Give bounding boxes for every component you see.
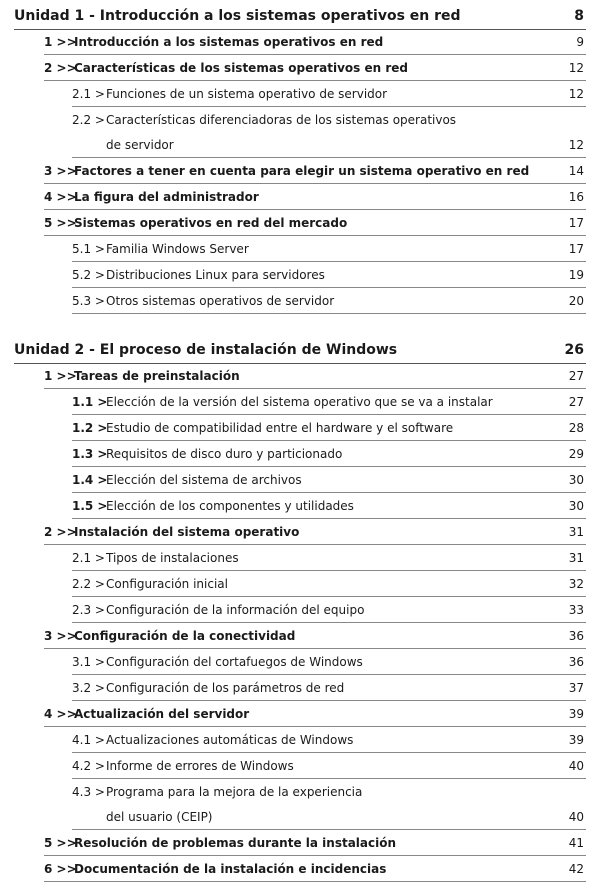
entry-number: 3.2 >: [72, 681, 105, 695]
entry-number: 5.1 >: [72, 242, 105, 256]
entry-title: Instalación del sistema operativo: [74, 525, 300, 539]
entry-number: 3 >>: [44, 164, 77, 178]
entry-title: Características diferenciadoras de los sistemas operativos: [106, 113, 457, 127]
entry-title: Sistemas operativos en red del mercado: [74, 216, 348, 230]
entry-page: 39: [568, 707, 584, 721]
entry-page: 39: [568, 733, 584, 747]
entry-number: 5.3 >: [72, 294, 105, 308]
unit-2-heading: [0, 340, 600, 362]
toc-entry: [0, 678, 600, 700]
entry-title: Configuración de la conectividad: [74, 629, 296, 643]
entry-page: 12: [568, 138, 584, 152]
entry-title: Tareas de preinstalación: [74, 369, 240, 383]
entry-number: 2 >>: [44, 525, 77, 539]
entry-page: 28: [568, 421, 584, 435]
entry-page: 37: [568, 681, 584, 695]
toc-entry: [0, 418, 600, 440]
toc-entry: [0, 859, 600, 881]
entry-title: Programa para la mejora de la experiencia: [106, 785, 363, 799]
entry-page: 27: [568, 369, 584, 383]
entry-title-continued: de servidor: [106, 138, 174, 152]
entry-page: 12: [568, 87, 584, 101]
entry-number: 5 >>: [44, 216, 77, 230]
entry-page: 41: [568, 836, 584, 850]
toc-entry: [0, 574, 600, 596]
toc-entry: [0, 84, 600, 106]
entry-title: Requisitos de disco duro y particionado: [106, 447, 343, 461]
unit-1-heading: [0, 6, 600, 28]
entry-title: Configuración inicial: [106, 577, 228, 591]
entry-number: 1 >>: [44, 369, 77, 383]
entry-title: Actualización del servidor: [74, 707, 250, 721]
entry-title: Elección de los componentes y utilidades: [106, 499, 354, 513]
toc-entry: [0, 833, 600, 855]
entry-title: Distribuciones Linux para servidores: [106, 268, 325, 282]
entry-title: Introducción a los sistemas operativos en red: [74, 35, 384, 49]
entry-number: 2.1 >: [72, 87, 105, 101]
toc-entry: [0, 704, 600, 726]
entry-page: 9: [576, 35, 584, 49]
toc-entry: [0, 366, 600, 388]
entry-page: 29: [568, 447, 584, 461]
entry-title: Elección del sistema de archivos: [106, 473, 302, 487]
toc-entry: [0, 782, 600, 830]
entry-title-continued: del usuario (CEIP): [106, 810, 213, 824]
entry-title: Elección de la versión del sistema operativo que se va a instalar: [106, 395, 493, 409]
entry-number: 1.3 >: [72, 447, 108, 461]
entry-title: Configuración de los parámetros de red: [106, 681, 345, 695]
entry-page: 12: [568, 61, 584, 75]
entry-number: 4 >>: [44, 707, 77, 721]
entry-page: 30: [568, 499, 584, 513]
entry-title: Configuración del cortafuegos de Windows: [106, 655, 363, 669]
entry-number: 1.2 >: [72, 421, 108, 435]
toc-entry: [0, 756, 600, 778]
toc-entry: [0, 548, 600, 570]
entry-page: 20: [568, 294, 584, 308]
entry-page: 19: [568, 268, 584, 282]
entry-title: Características de los sistemas operativos en red: [74, 61, 408, 75]
entry-title: Funciones de un sistema operativo de servidor: [106, 87, 388, 101]
unit-1-page: 8: [574, 8, 584, 24]
toc-entry: [0, 392, 600, 414]
entry-number: 4.2 >: [72, 759, 105, 773]
toc-entry: [0, 730, 600, 752]
entry-title: Factores a tener en cuenta para elegir un sistema operativo en red: [74, 164, 530, 178]
entry-number: 1.1 >: [72, 395, 108, 409]
entry-page: 42: [568, 862, 584, 876]
entry-page: 16: [568, 190, 584, 204]
entry-number: 2.1 >: [72, 551, 105, 565]
unit-2-title: Unidad 2 - El proceso de instalación de Windows: [14, 342, 398, 358]
toc-entry: [0, 32, 600, 54]
entry-title: Documentación de la instalación e incidencias: [74, 862, 387, 876]
entry-page: 31: [568, 551, 584, 565]
entry-number: 4 >>: [44, 190, 77, 204]
toc-entry: [0, 444, 600, 466]
entry-number: 1.5 >: [72, 499, 108, 513]
entry-number: 4.3 >: [72, 785, 105, 799]
entry-number: 5.2 >: [72, 268, 105, 282]
toc-entry: [0, 187, 600, 209]
entry-title: La figura del administrador: [74, 190, 259, 204]
entry-page: 40: [568, 759, 584, 773]
entry-number: 2.2 >: [72, 113, 105, 127]
entry-page: 36: [568, 655, 584, 669]
toc-entry: [0, 265, 600, 287]
entry-number: 2 >>: [44, 61, 77, 75]
entry-number: 6 >>: [44, 862, 77, 876]
entry-title: Resolución de problemas durante la instalación: [74, 836, 397, 850]
entry-title: Informe de errores de Windows: [106, 759, 294, 773]
entry-title: Tipos de instalaciones: [106, 551, 239, 565]
entry-number: 4.1 >: [72, 733, 105, 747]
entry-page: 40: [568, 810, 584, 824]
entry-title: Configuración de la información del equipo: [106, 603, 365, 617]
toc-entry: [0, 58, 600, 80]
entry-page: 32: [568, 577, 584, 591]
entry-page: 33: [568, 603, 584, 617]
toc-entry: [0, 600, 600, 622]
entry-title: Estudio de compatibilidad entre el hardware y el software: [106, 421, 454, 435]
entry-number: 5 >>: [44, 836, 77, 850]
unit-1-title: Unidad 1 - Introducción a los sistemas operativos en red: [14, 8, 461, 24]
entry-number: 1.4 >: [72, 473, 108, 487]
entry-number: 2.2 >: [72, 577, 105, 591]
entry-page: 17: [568, 242, 584, 256]
unit-2-page: 26: [564, 342, 584, 358]
entry-page: 14: [568, 164, 584, 178]
entry-page: 36: [568, 629, 584, 643]
toc-entry: [0, 161, 600, 183]
toc-entry: [0, 652, 600, 674]
toc-entry: [0, 496, 600, 518]
entry-title: Familia Windows Server: [106, 242, 249, 256]
entry-number: 1 >>: [44, 35, 77, 49]
entry-number: 2.3 >: [72, 603, 105, 617]
entry-title: Otros sistemas operativos de servidor: [106, 294, 335, 308]
entry-page: 27: [568, 395, 584, 409]
toc-entry: [0, 291, 600, 313]
toc-entry: [0, 213, 600, 235]
toc-entry: [0, 626, 600, 648]
entry-number: 3.1 >: [72, 655, 105, 669]
entry-page: 30: [568, 473, 584, 487]
toc-entry: [0, 239, 600, 261]
entry-title: Actualizaciones automáticas de Windows: [106, 733, 354, 747]
entry-number: 3 >>: [44, 629, 77, 643]
toc-entry: [0, 470, 600, 492]
toc-entry: [0, 110, 600, 158]
entry-page: 17: [568, 216, 584, 230]
toc-entry: [0, 522, 600, 544]
entry-page: 31: [568, 525, 584, 539]
